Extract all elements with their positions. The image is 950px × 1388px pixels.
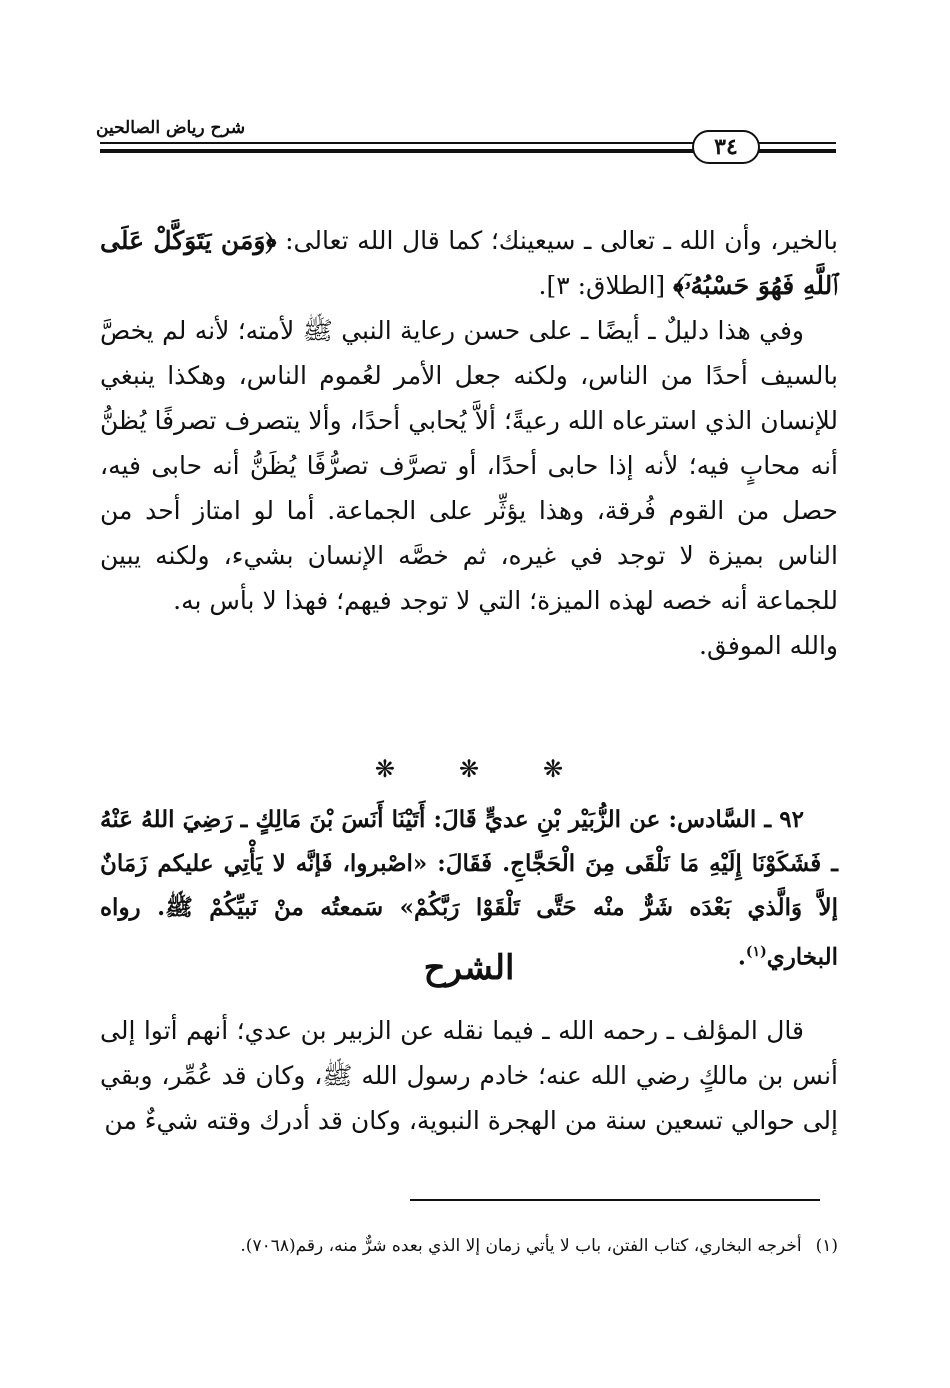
paragraph-2: وفي هذا دليلٌ ـ أيضًا ـ على حسن رعاية النبي ﷺ لأمته؛ لأنه لم يخصَّ بالسيف أحدًا من الناس، ولكنه جعل الأمر لعُموم الناس، وهكذا ينبغي للإنسان الذي استرعاه الله رعيةً؛ ألاَّ يُحابي أحدًا، وألا يتصرف تصرفًا يُظنُّ أنه محابٍ فيه؛ لأنه إذا حابى أحدًا، أو تصرَّف تصرُّفًا يُظَنُّ أنه حابى فيه، حصل من القوم فُرقة، وهذا يؤثِّر على الجماعة. أما لو امتاز أحد من الناس بميزة لا توجد في غيره، ثم خصَّه الإنسان بشيء، ولكنه يبين للجماعة أنه خصه لهذه الميزة؛ التي لا توجد فيهم؛ فهذا لا بأس به.	[100, 316, 838, 615]
main-text	[100, 218, 838, 668]
footnote-reference: (١)	[745, 944, 767, 960]
paragraph-1-text: بالخير، وأن الله ـ تعالى ـ سيعينك؛ كما قال الله تعالى:	[276, 226, 838, 255]
section-separator	[100, 755, 838, 783]
header-rule-right-top	[758, 142, 836, 144]
separator-star: ❋	[543, 755, 564, 783]
footnote-mark: (١)	[815, 1236, 838, 1256]
footnote	[100, 1233, 838, 1259]
footnote-rule	[410, 1199, 820, 1201]
hadith-end: .	[737, 943, 746, 971]
running-title: شرح رياض الصالحين	[96, 118, 246, 138]
header-rule-bottom	[100, 149, 695, 153]
header-rule-top	[100, 142, 695, 144]
quran-verse: ﴿وَمَن يَتَوَكَّلْ عَلَى ٱللَّهِ فَهُوَ حَسْبُهُۥٓ﴾	[100, 226, 838, 300]
paragraph-3: والله الموفق.	[699, 631, 838, 660]
hadith-body: ٩٢ ـ السَّادس: عن الزُّبَيْر بْنِ عديٍّ قَالَ: أَتَيْنَا أَنَسَ بْنَ مَالِكٍ ـ رَضِيَ اللهُ عَنْهُ ـ فَشَكَوْنَا إِلَيْهِ مَا نَلْقَى مِنَ الْحَجَّاجِ. فَقَالَ: «اصْبروا، فَإنَّه لا يَأْتِي عليكم زَمَانٌ إلاَّ وَالَّذي بَعْدَه شَرٌّ منْه حَتَّى تَلْقَوْا رَبَّكُمْ» سَمعتُه منْ نَبيِّكُمْ ﷺ. رواه البخاري	[100, 806, 838, 971]
quran-reference: [الطلاق: ٣].	[538, 271, 674, 300]
header-rule-right-bottom	[758, 149, 836, 153]
separator-star: ❋	[374, 755, 395, 783]
paragraph-1	[100, 218, 838, 308]
page-number: ٣٤	[692, 130, 760, 164]
separator-star: ❋	[458, 755, 480, 783]
section-title: الشرح	[423, 948, 515, 988]
sharh-text	[100, 1008, 838, 1143]
footnote-text: أخرجه البخاري، كتاب الفتن، باب لا يأتي زمان إلا الذي بعده شرٌّ منه، رقم(٧٠٦٨).	[240, 1236, 802, 1256]
sharh-paragraph-1: قال المؤلف ـ رحمه الله ـ فيما نقله عن الزبير بن عدي؛ أنهم أتوا إلى أنس بن مالكٍ رضي الله عنه؛ خادم رسول الله ﷺ، وكان قد عُمِّر، وبقي إلى حوالي تسعين سنة من الهجرة النبوية، وكان قد أدرك وقته شيءٌ من	[100, 1016, 838, 1135]
